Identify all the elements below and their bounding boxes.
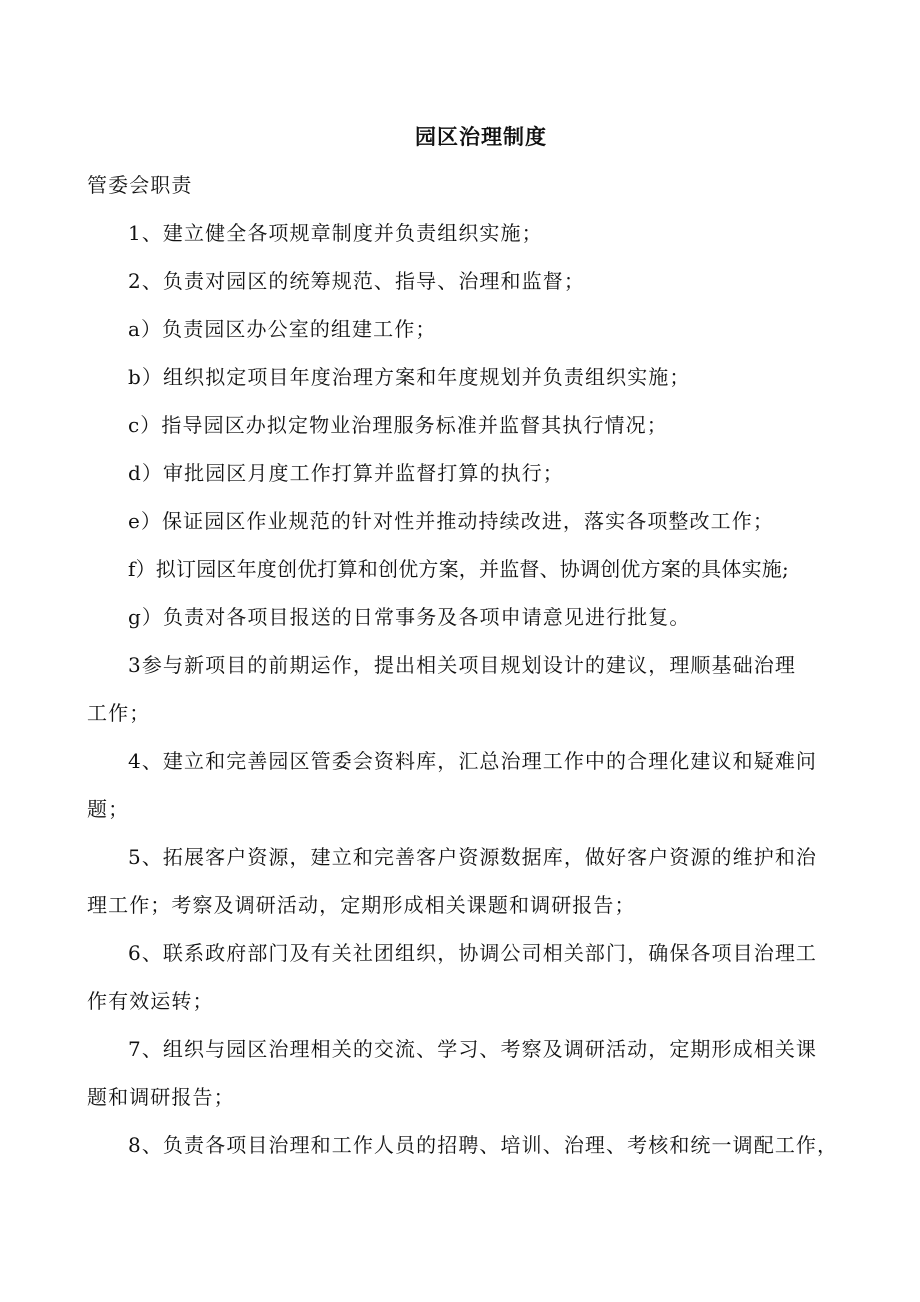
list-item-3-line-1: 3参与新项目的前期运作，提出相关项目规划设计的建议，理顺基础治理 [128, 653, 796, 677]
list-item-1: 1、建立健全各项规章制度并负责组织实施； [128, 221, 543, 245]
sub-item-b: b）组织拟定项目年度治理方案和年度规划并负责组织实施； [128, 365, 691, 389]
sub-item-c: c）指导园区办拟定物业治理服务标准并监督其执行情况； [128, 413, 668, 437]
sub-item-f: f）拟订园区年度创优打算和创优方案，并监督、协调创优方案的具体实施; [128, 557, 789, 581]
list-item-7-line-2: 题和调研报告； [87, 1085, 235, 1109]
list-item-8-line-1: 8、负责各项目治理和工作人员的招聘、培训、治理、考核和统一调配工作， [128, 1133, 839, 1157]
sub-item-a: a）负责园区办公室的组建工作； [128, 317, 437, 341]
list-item-2: 2、负责对园区的统筹规范、指导、治理和监督； [128, 269, 585, 293]
list-item-5-line-1: 5、拓展客户资源，建立和完善客户资源数据库，做好客户资源的维护和治 [128, 845, 818, 869]
sub-item-g: g）负责对各项目报送的日常事务及各项申请意见进行批复。 [128, 605, 691, 629]
list-item-7-line-1: 7、组织与园区治理相关的交流、学习、考察及调研活动，定期形成相关课 [128, 1037, 818, 1061]
sub-item-e: e）保证园区作业规范的针对性并推动持续改进，落实各项整改工作； [128, 509, 774, 533]
list-item-6-line-1: 6、联系政府部门及有关社团组织，协调公司相关部门，确保各项目治理工 [128, 941, 818, 965]
section-heading: 管委会职责 [87, 173, 193, 197]
list-item-5-line-2: 理工作；考察及调研活动，定期形成相关课题和调研报告； [87, 893, 636, 917]
list-item-3-line-2: 工作； [87, 701, 151, 725]
sub-item-d: d）审批园区月度工作打算并监督打算的执行； [128, 461, 564, 485]
list-item-4-line-1: 4、建立和完善园区管委会资料库，汇总治理工作中的合理化建议和疑难问 [128, 749, 818, 773]
list-item-6-line-2: 作有效运转； [87, 989, 214, 1013]
list-item-4-line-2: 题； [87, 797, 130, 821]
document-title: 园区治理制度 [415, 124, 547, 149]
